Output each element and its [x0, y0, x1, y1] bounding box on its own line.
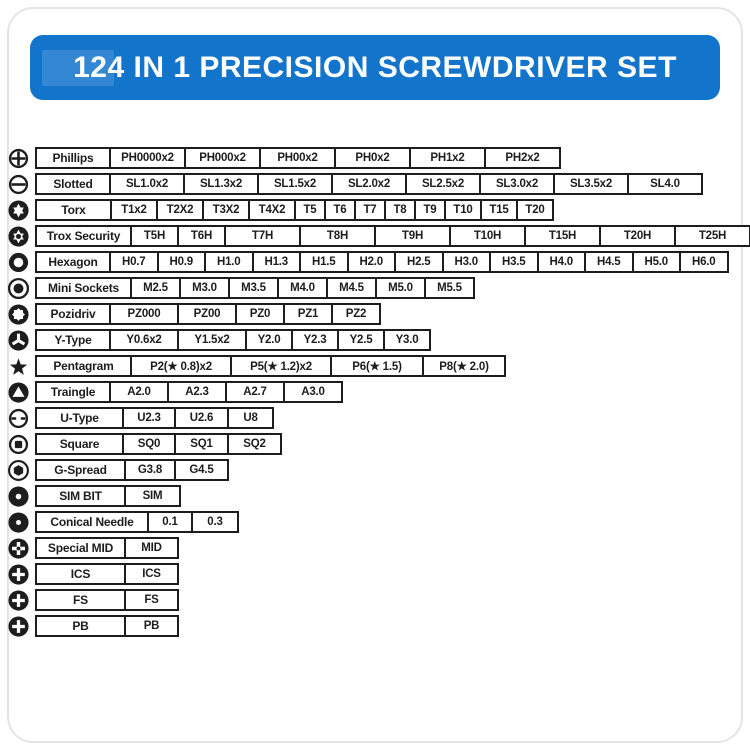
bit-row-pozidriv [0, 303, 750, 325]
bit-size-cell: A3.0 [283, 383, 341, 401]
bit-size-cell: SL2.5x2 [405, 175, 479, 193]
bit-size-cell: U2.6 [174, 409, 227, 427]
bit-size-cell: PH2x2 [484, 149, 559, 167]
bit-row-pentagram [0, 355, 750, 377]
bit-size-cell: P8(★ 2.0) [422, 357, 504, 375]
bit-row-hexagon [0, 251, 750, 273]
bit-size-cell: G3.8 [124, 461, 174, 479]
bit-size-cell: PZ00 [177, 305, 235, 323]
bit-row-fs [0, 589, 750, 611]
bit-size-cell: PZ2 [331, 305, 379, 323]
torx-security-icon [6, 224, 30, 248]
bit-type-label: Special MID [47, 541, 114, 555]
bit-size-cell: A2.3 [167, 383, 225, 401]
bit-size-cell: PH00x2 [259, 149, 334, 167]
bit-size-cell: T20H [599, 227, 674, 245]
bit-size-cell: SL3.0x2 [479, 175, 553, 193]
bit-size-cell: T7 [354, 201, 384, 219]
bit-type-label: Conical Needle [50, 515, 134, 529]
bit-type-label: Pozidriv [50, 307, 96, 321]
bit-size-cell: PZ1 [283, 305, 331, 323]
bit-row-square [0, 433, 750, 455]
bit-size-cell: M3.5 [228, 279, 277, 297]
bit-size-cell: FS [124, 591, 177, 609]
bit-type-label: U-Type [60, 411, 99, 425]
bit-row-sim-bit [0, 485, 750, 507]
slotted-icon [6, 172, 30, 196]
hexagon-icon [6, 250, 30, 274]
bit-size-cell: ICS [124, 565, 177, 583]
pb-icon [6, 614, 30, 638]
bit-size-cell: H5.0 [632, 253, 680, 271]
pentagram-icon [6, 354, 30, 378]
bit-size-cell: PZ0 [235, 305, 283, 323]
bit-size-cell: SQ2 [227, 435, 280, 453]
title-banner [30, 35, 720, 100]
bit-type-label: Trox Security [46, 229, 121, 243]
bit-size-cell: T1x2 [110, 201, 156, 219]
bit-size-cell: H4.0 [537, 253, 585, 271]
bit-size-cell: H2.0 [347, 253, 395, 271]
bit-size-cell: M4.0 [277, 279, 326, 297]
bit-type-label: ICS [70, 567, 91, 581]
page-title: 124 IN 1 PRECISION SCREWDRIVER SET [73, 50, 677, 84]
bit-size-cell: T10H [449, 227, 524, 245]
bit-size-cell: T20 [516, 201, 552, 219]
bit-size-cell: SL1.0x2 [109, 175, 183, 193]
bit-size-cell: SL1.5x2 [257, 175, 331, 193]
bit-type-label: Y-Type [54, 333, 92, 347]
special-mid-icon [6, 536, 30, 560]
bit-size-cell: PH000x2 [184, 149, 259, 167]
bit-size-cell: T9H [374, 227, 449, 245]
pozidriv-icon [6, 302, 30, 326]
bits-table [0, 147, 750, 637]
bit-size-cell: H1.0 [204, 253, 252, 271]
bit-size-cell: T10 [444, 201, 480, 219]
bit-size-cell: T7H [224, 227, 299, 245]
y-type-icon [6, 328, 30, 352]
bit-size-cell: SL4.0 [627, 175, 701, 193]
bit-size-cell: PZ000 [109, 305, 177, 323]
bit-row-g-spread [0, 459, 750, 481]
bit-size-cell: H4.5 [584, 253, 632, 271]
bit-size-cell: U2.3 [122, 409, 174, 427]
bit-row-ics [0, 563, 750, 585]
bit-size-cell: T4X2 [248, 201, 294, 219]
bit-type-label: Hexagon [48, 255, 98, 269]
bit-size-cell: M5.0 [375, 279, 424, 297]
bit-type-label: PB [72, 619, 89, 633]
bit-size-cell: PH0x2 [334, 149, 409, 167]
bit-size-cell: SL3.5x2 [553, 175, 627, 193]
bit-size-cell: T9 [414, 201, 444, 219]
bit-size-cell: MID [124, 539, 177, 557]
bit-size-cell: Y3.0 [383, 331, 429, 349]
bit-size-cell: Y0.6x2 [109, 331, 177, 349]
bit-size-cell: PH1x2 [409, 149, 484, 167]
bit-type-label: FS [73, 593, 88, 607]
conical-needle-icon [6, 510, 30, 534]
bit-size-cell: A2.0 [109, 383, 167, 401]
bit-size-cell: H3.5 [489, 253, 537, 271]
bit-size-cell: T15H [524, 227, 599, 245]
bit-size-cell: 0.1 [147, 513, 191, 531]
bit-type-label: Square [59, 437, 100, 451]
sim-bit-icon [6, 484, 30, 508]
bit-size-cell: G4.5 [174, 461, 227, 479]
bit-size-cell: PB [124, 617, 177, 635]
bit-size-cell: P6(★ 1.5) [330, 357, 422, 375]
u-type-icon [6, 406, 30, 430]
banner-highlight [42, 50, 114, 86]
bit-row-phillips [0, 147, 750, 169]
bit-size-cell: T3X2 [202, 201, 248, 219]
bit-size-cell: M5.5 [424, 279, 473, 297]
bit-size-cell: H0.7 [109, 253, 157, 271]
bit-row-special-mid [0, 537, 750, 559]
bit-type-label: G-Spread [54, 463, 107, 477]
bit-size-cell: Y2.0 [245, 331, 291, 349]
phillips-icon [6, 146, 30, 170]
bit-size-cell: H3.0 [442, 253, 490, 271]
bit-type-label: Pentagram [53, 359, 114, 373]
bit-size-cell: PH0000x2 [109, 149, 184, 167]
bit-row-mini-sockets [0, 277, 750, 299]
bit-size-cell: SQ0 [122, 435, 174, 453]
bit-size-cell: U8 [227, 409, 272, 427]
bit-row-u-type [0, 407, 750, 429]
bit-type-label: Phillips [52, 151, 94, 165]
bit-size-cell: T5 [294, 201, 324, 219]
bit-type-label: Mini Sockets [48, 281, 119, 295]
g-spread-icon [6, 458, 30, 482]
bit-size-cell: T5H [130, 227, 177, 245]
bit-size-cell: SL1.3x2 [183, 175, 257, 193]
triangle-icon [6, 380, 30, 404]
bit-size-cell: SL2.0x2 [331, 175, 405, 193]
bit-size-cell: T8H [299, 227, 374, 245]
bit-type-label: SIM BIT [59, 489, 102, 503]
bit-row-traingle [0, 381, 750, 403]
bit-size-cell: Y2.5 [337, 331, 383, 349]
bit-row-torx [0, 199, 750, 221]
bit-size-cell: H0.9 [157, 253, 205, 271]
bit-row-y-type [0, 329, 750, 351]
bit-row-conical-needle [0, 511, 750, 533]
bit-size-cell: SIM [124, 487, 179, 505]
bit-size-cell: Y2.3 [291, 331, 337, 349]
bit-size-cell: SQ1 [174, 435, 227, 453]
bit-size-cell: H2.5 [394, 253, 442, 271]
bit-size-cell: H6.0 [679, 253, 727, 271]
bit-size-cell: P5(★ 1.2)x2 [230, 357, 330, 375]
bit-size-cell: P2(★ 0.8)x2 [130, 357, 230, 375]
square-icon [6, 432, 30, 456]
bit-size-cell: A2.7 [225, 383, 283, 401]
bit-size-cell: M3.0 [179, 279, 228, 297]
bit-size-cell: T25H [674, 227, 749, 245]
fs-icon [6, 588, 30, 612]
bit-type-label: Traingle [50, 385, 96, 399]
bit-size-cell: T6 [324, 201, 354, 219]
bit-size-cell: T8 [384, 201, 414, 219]
bit-size-cell: M4.5 [326, 279, 375, 297]
bit-size-cell: H1.5 [299, 253, 347, 271]
bit-type-label: Slotted [53, 177, 93, 191]
torx-icon [6, 198, 30, 222]
bit-size-cell: M2.5 [130, 279, 179, 297]
bit-row-trox-security [0, 225, 750, 247]
bit-row-slotted [0, 173, 750, 195]
bit-size-cell: T2X2 [156, 201, 202, 219]
bit-row-pb [0, 615, 750, 637]
bit-size-cell: Y1.5x2 [177, 331, 245, 349]
bit-size-cell: T6H [177, 227, 224, 245]
bit-size-cell: T15 [480, 201, 516, 219]
bit-size-cell: 0.3 [191, 513, 237, 531]
ics-icon [6, 562, 30, 586]
bit-type-label: Torx [61, 203, 86, 217]
bit-size-cell: H1.3 [252, 253, 300, 271]
mini-socket-icon [6, 276, 30, 300]
